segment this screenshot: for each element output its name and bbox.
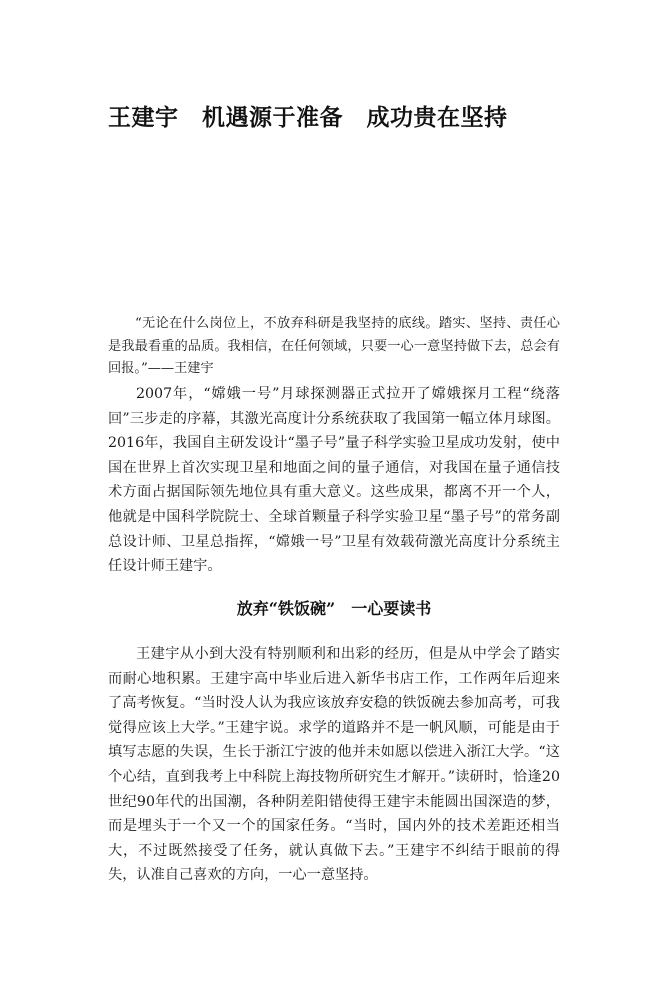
intro-paragraph: 2007年，“嫦娥一号”月球探测器正式拉开了嫦娥探月工程“绕落回”三步走的序幕，其激光高度计分系统获取了我国第一幅立体月球图。2016年，我国自主研发设计“墨子号”量子科学实验卫星成功发射，使中国在世界上首次实现卫星和地面之间的量子通信，对我国在量子通信技术方面占据国际领先地位具有重大意义。这些成果，都离不开一个人，他就是中国科学院院士、全球首颗量子科学实验卫星“墨子号”的常务副总设计师、卫星总指挥，“嫦娥一号”卫星有效载荷激光高度计分系统主任设计师王建宇。: [108, 386, 560, 575]
epigraph-quote: “无论在什么岗位上，不放弃科研是我坚持的底线。踏实、坚持、责任心是我最看重的品质。我相信，在任何领域，只要一心一意坚持做下去，总会有回报。”——王建宇: [108, 316, 560, 376]
section-heading: 放弃“铁饭碗” 一心要读书: [236, 599, 432, 618]
article-title: 王建宇 机遇源于准备 成功贵在坚持: [108, 105, 508, 131]
section-body-paragraph: 王建宇从小到大没有特别顺利和出彩的经历，但是从中学会了踏实而耐心地积累。王建宇高中毕业后进入新华书店工作，工作两年后迎来了高考恢复。“当时没人认为我应该放弃安稳的铁饭碗去参加高考，可我觉得应该上大学。”王建宇说。求学的道路并不是一帆风顺，可能是由于填写志愿的失误，生长于浙江宁波的他并未如愿以偿进入浙江大学。“这个心结，直到我考上中科院上海技物所研究生才解开。”读研时，恰逢20世纪90年代的出国潮，各种阴差阳错使得王建宇未能圆出国深造的梦，而是埋头于一个又一个的国家任务。“当时，国内外的技术差距还相当大，不过既然接受了任务，就认真做下去。”王建宇不纠结于眼前的得失，认准自己喜欢的方向，一心一意坚持。: [108, 646, 560, 884]
